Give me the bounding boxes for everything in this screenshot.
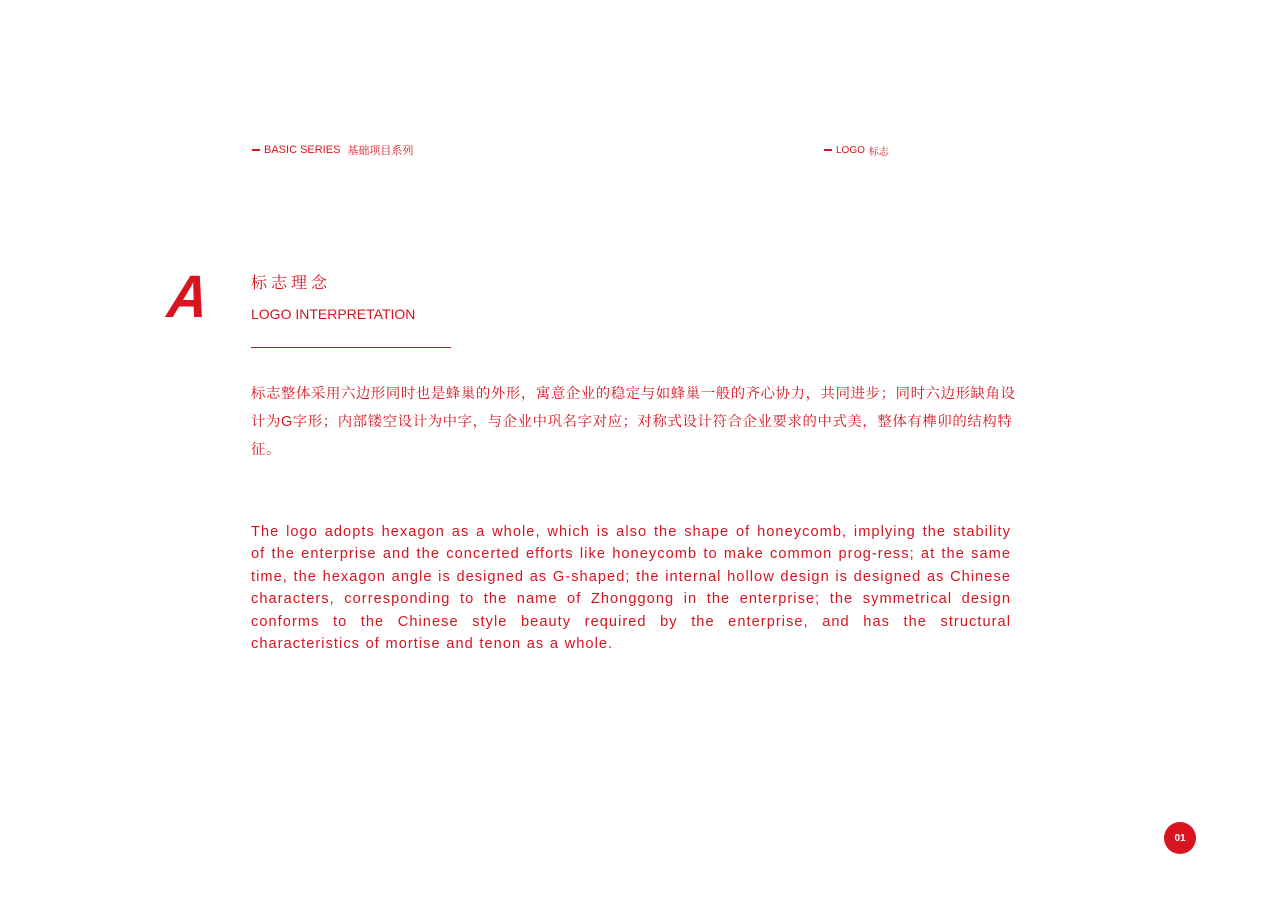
- title-divider: [251, 347, 451, 348]
- page-number-badge: [1164, 822, 1196, 854]
- paragraph-cn: 标志整体采用六边形同时也是蜂巢的外形，寓意企业的稳定与如蜂巢一般的齐心协力，共同进步；同时六边形缺角设计为G字形；内部镂空设计为中字，与企业中巩名字对应；对称式设计符合企业要求的中式美，整体有榫卯的结构特征。: [251, 386, 1016, 458]
- header-series: [252, 143, 413, 157]
- header-series-cn: 基础项目系列: [347, 145, 414, 157]
- section-title-en: LOGO INTERPRETATION: [251, 306, 416, 322]
- paragraph-en: The logo adopts hexagon as a whole, which is also the shape of honeycomb, implying the stability of the enterprise and the concerted efforts like honeycomb to make common prog-ress; at the same time, the hexagon angle is designed as G-shaped; the internal hollow design is designed as Chinese characters, corresponding to the name of Zhonggong in the enterprise; the symmetrical design conforms to the Chinese style beauty required by the enterprise, and has the structural characteristics of mortise and tenon as a whole.: [251, 524, 1011, 653]
- page-number: 01: [1174, 832, 1186, 844]
- header-section-cn: 标志: [868, 146, 889, 158]
- header-section-en: LOGO: [836, 144, 865, 156]
- section-letter: A: [164, 263, 210, 330]
- header-section-dash: [824, 149, 832, 151]
- header-series-en: BASIC SERIES: [264, 144, 341, 156]
- header-section: [824, 143, 889, 157]
- header-series-dash: [252, 149, 260, 151]
- section-title-cn: 标志理念: [251, 275, 332, 292]
